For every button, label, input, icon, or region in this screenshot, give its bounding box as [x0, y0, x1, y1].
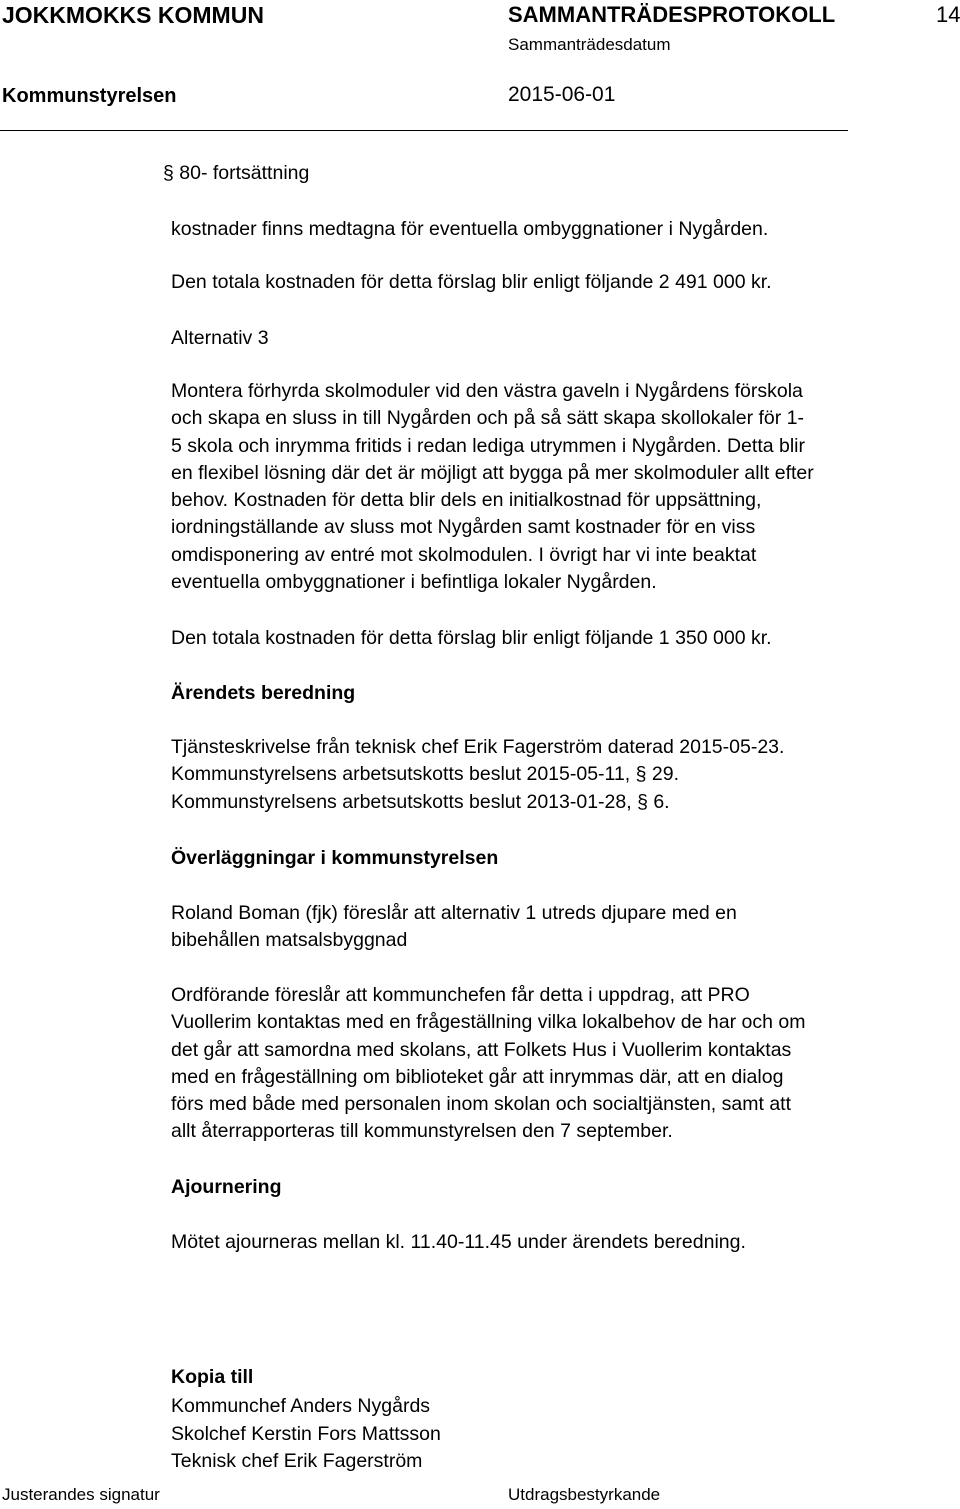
text-line: allt återrapporteras till kommunstyrelsen den 7 september. — [171, 1120, 673, 1143]
text-line: omdisponering av entré mot skolmodulen. I övrigt har vi inte beaktat — [171, 543, 757, 566]
text-line: förs med både med personalen inom skolan och socialtjänsten, samt att — [171, 1093, 792, 1116]
date-label: Sammanträdesdatum — [508, 35, 671, 54]
municipality-name: JOKKMOKKS KOMMUN — [2, 2, 264, 28]
section-reference: § 80- fortsättning — [163, 162, 310, 184]
text-line: med en frågeställning om biblioteket går att inrymmas där, att en dialog — [171, 1065, 784, 1088]
text-line: 5 skola och inrymma fritids i redan lediga utrymmen i Nygården. Detta blir — [171, 434, 806, 457]
text-line: det går att samordna med skolans, att Folkets Hus i Vuollerim kontaktas — [171, 1038, 792, 1061]
text-line: Roland Boman (fjk) föreslår att alternativ 1 utreds djupare med en — [171, 902, 737, 924]
text-line: eventuella ombyggnationer i befintliga lokaler Nygården. — [171, 571, 657, 594]
recipient: Kommunchef Anders Nygårds — [171, 1395, 431, 1417]
footer-signature-label: Justerandes signatur — [2, 1485, 160, 1504]
text-line: Vuollerim kontaktas med en frågeställning vilka lokalbehov de har och om — [171, 1011, 806, 1034]
heading-beredning: Ärendets beredning — [171, 682, 356, 704]
ajournering-text: Mötet ajourneras mellan kl. 11.40-11.45 under ärendets beredning. — [171, 1231, 746, 1253]
alternative-3-title: Alternativ 3 — [171, 327, 269, 349]
document-type: SAMMANTRÄDESPROTOKOLL — [508, 2, 836, 27]
paragraph-2: Den totala kostnaden för detta förslag blir enligt följande 2 491 000 kr. — [171, 271, 772, 293]
footer-extract-label: Utdragsbestyrkande — [508, 1485, 661, 1504]
kopia-heading: Kopia till — [171, 1366, 254, 1388]
heading-ajournering: Ajournering — [171, 1176, 282, 1198]
overlaggning-paragraph-1 — [171, 900, 960, 955]
header-rule — [0, 130, 848, 131]
body-name: Kommunstyrelsen — [2, 85, 177, 107]
recipient: Skolchef Kerstin Fors Mattsson — [171, 1422, 441, 1445]
paragraph-1: kostnader finns medtagna för eventuella ombyggnationer i Nygården. — [171, 218, 769, 240]
text-line: en flexibel lösning där det är möjligt att bygga på mer skolmoduler allt efter — [171, 461, 814, 484]
text-line: Montera förhyrda skolmoduler vid den västra gaveln i Nygårdens förskola — [171, 380, 803, 402]
text-line: Ordförande föreslår att kommunchefen får detta i uppdrag, att PRO — [171, 984, 750, 1006]
heading-overlaggningar: Överläggningar i kommunstyrelsen — [171, 847, 499, 869]
text-line: Kommunstyrelsens arbetsutskotts beslut 2015-05-11, § 29. — [171, 763, 679, 786]
kopia-list — [171, 1393, 960, 1476]
text-line: Kommunstyrelsens arbetsutskotts beslut 2013-01-28, § 6. — [171, 790, 670, 813]
text-line: behov. Kostnaden för detta blir dels en initialkostnad för uppsättning, — [171, 489, 762, 512]
text-line: bibehållen matsalsbyggnad — [171, 929, 408, 952]
recipient: Teknisk chef Erik Fagerström — [171, 1450, 423, 1472]
beredning-list — [171, 734, 960, 816]
paragraph-3: Den totala kostnaden för detta förslag blir enligt följande 1 350 000 kr. — [171, 627, 772, 649]
text-line: Tjänsteskrivelse från teknisk chef Erik Fagerström daterad 2015-05-23. — [171, 736, 785, 758]
meeting-date: 2015-06-01 — [508, 83, 616, 106]
text-line: och skapa en sluss in till Nygården och på så sätt skapa skollokaler för 1- — [171, 407, 804, 430]
text-line: iordningställande av sluss mot Nygården samt kostnader för en viss — [171, 516, 756, 539]
alternative-3-text — [171, 378, 960, 596]
overlaggning-paragraph-2 — [171, 982, 960, 1146]
page-number: 14 — [936, 2, 960, 27]
